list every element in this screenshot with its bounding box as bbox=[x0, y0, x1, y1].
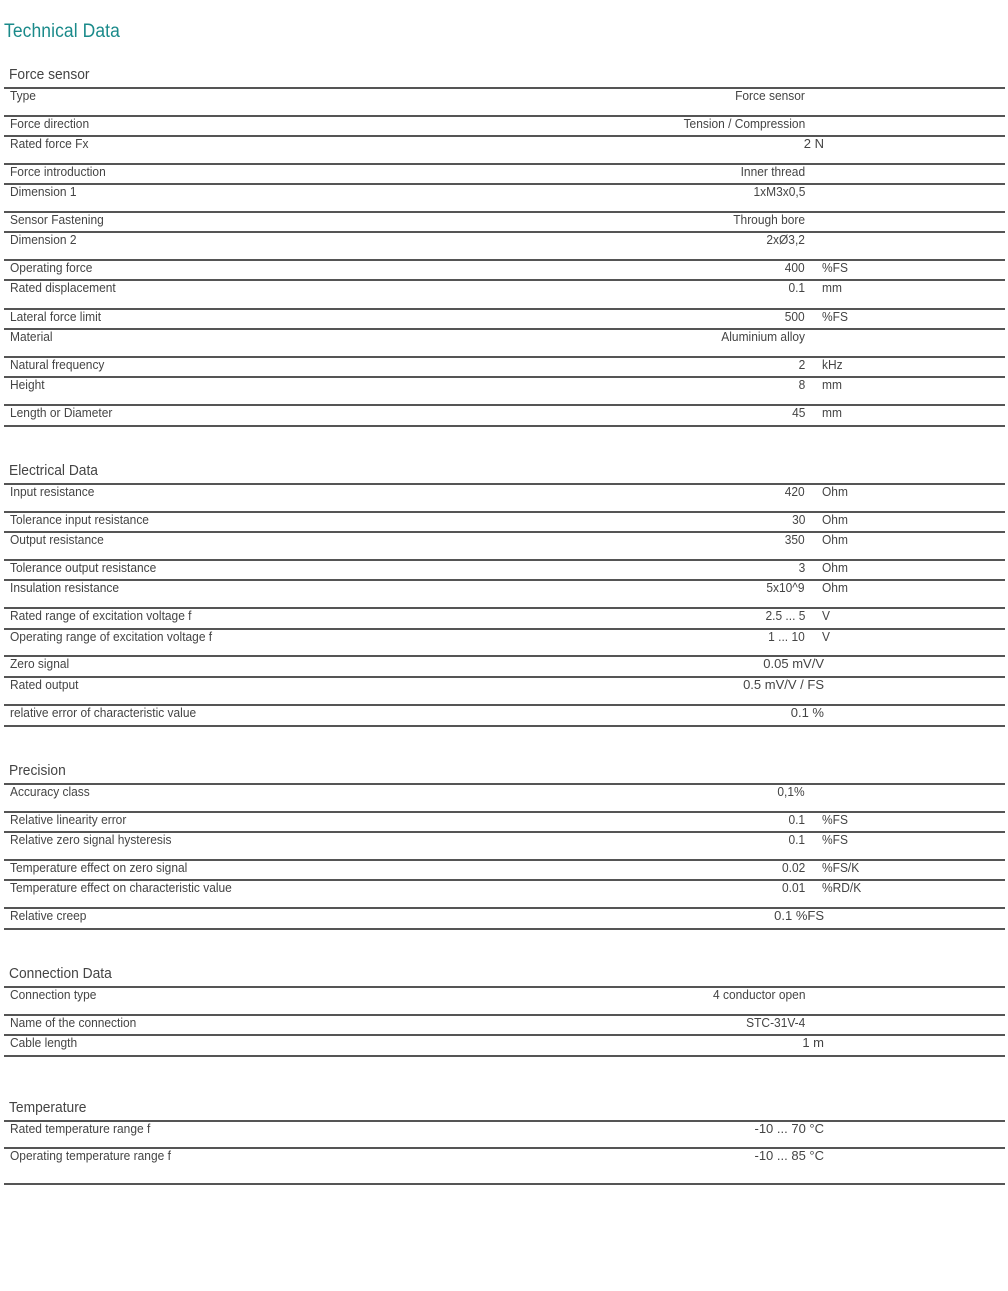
spec-value: 0.1 bbox=[788, 280, 805, 295]
spec-unit: Ohm bbox=[822, 532, 848, 547]
spec-unit: Ohm bbox=[822, 580, 848, 595]
spec-value-with-unit: -10 ... 85 °C bbox=[754, 1148, 824, 1163]
spec-value: 4 conductor open bbox=[712, 987, 805, 1002]
row-divider bbox=[4, 259, 1005, 261]
row-divider bbox=[4, 231, 1005, 233]
spec-value: 2.5 ... 5 bbox=[765, 608, 805, 623]
spec-label: Length or Diameter bbox=[10, 405, 113, 420]
spec-label: Natural frequency bbox=[10, 357, 105, 372]
spec-value: 0.01 bbox=[781, 880, 805, 895]
spec-label: Accuracy class bbox=[10, 784, 90, 799]
spec-value: Through bore bbox=[733, 212, 805, 227]
spec-value: 400 bbox=[785, 260, 805, 275]
spec-unit: mm bbox=[822, 377, 842, 392]
spec-value: 45 bbox=[791, 405, 805, 420]
spec-label: Rated force Fx bbox=[10, 136, 89, 151]
spec-label: Input resistance bbox=[10, 484, 95, 499]
spec-value: 0,1% bbox=[777, 784, 805, 799]
spec-label: Rated displacement bbox=[10, 280, 116, 295]
spec-value: Force sensor bbox=[735, 88, 805, 103]
page-title: Technical Data bbox=[4, 21, 120, 42]
spec-label: Dimension 1 bbox=[10, 184, 77, 199]
spec-label: Rated output bbox=[10, 677, 79, 692]
section-title: Connection Data bbox=[9, 965, 112, 982]
spec-value: STC-31V-4 bbox=[745, 1015, 805, 1030]
spec-unit: %FS bbox=[822, 832, 848, 847]
spec-value: 0.1 bbox=[788, 812, 805, 827]
spec-label: Temperature effect on characteristic value bbox=[10, 880, 232, 895]
row-divider bbox=[4, 115, 1005, 117]
row-divider bbox=[4, 328, 1005, 330]
row-divider bbox=[4, 404, 1005, 406]
spec-unit: %RD/K bbox=[822, 880, 862, 895]
spec-label: Cable length bbox=[10, 1035, 78, 1050]
spec-label: Zero signal bbox=[10, 656, 70, 671]
row-divider bbox=[4, 376, 1005, 378]
spec-unit: Ohm bbox=[822, 560, 848, 575]
row-divider bbox=[4, 811, 1005, 813]
spec-label: Name of the connection bbox=[10, 1015, 137, 1030]
spec-value-with-unit: 0.1 %FS bbox=[774, 908, 824, 923]
spec-unit: %FS bbox=[822, 260, 848, 275]
spec-value-with-unit: 2 N bbox=[803, 136, 824, 151]
section-title: Precision bbox=[9, 762, 66, 779]
spec-label: Type bbox=[10, 88, 36, 103]
section-title: Electrical Data bbox=[9, 462, 98, 479]
spec-label: Lateral force limit bbox=[10, 309, 102, 324]
row-divider bbox=[4, 986, 1005, 988]
row-divider bbox=[4, 308, 1005, 310]
spec-value: 1xM3x0,5 bbox=[753, 184, 805, 199]
row-divider bbox=[4, 356, 1005, 358]
row-divider bbox=[4, 183, 1005, 185]
spec-value: 500 bbox=[785, 309, 805, 324]
spec-unit: mm bbox=[822, 405, 842, 420]
row-divider bbox=[4, 279, 1005, 281]
spec-unit: %FS bbox=[822, 812, 848, 827]
section-bottom-divider bbox=[4, 928, 1005, 930]
spec-label: Relative linearity error bbox=[10, 812, 127, 827]
row-divider bbox=[4, 531, 1005, 533]
spec-label: Tolerance output resistance bbox=[10, 560, 157, 575]
spec-label: relative error of characteristic value bbox=[10, 705, 197, 720]
spec-label: Force introduction bbox=[10, 164, 106, 179]
row-divider bbox=[4, 783, 1005, 785]
spec-value-with-unit: 1 m bbox=[802, 1035, 824, 1050]
section-bottom-divider bbox=[4, 1055, 1005, 1057]
spec-unit: %FS/K bbox=[822, 860, 860, 875]
spec-label: Operating range of excitation voltage f bbox=[10, 629, 213, 644]
spec-value: 420 bbox=[785, 484, 805, 499]
spec-label: Relative creep bbox=[10, 908, 87, 923]
section-bottom-divider bbox=[4, 1183, 1005, 1185]
spec-label: Rated range of excitation voltage f bbox=[10, 608, 192, 623]
spec-unit: mm bbox=[822, 280, 842, 295]
spec-label: Connection type bbox=[10, 987, 97, 1002]
spec-value: Tension / Compression bbox=[683, 116, 805, 131]
spec-value: 350 bbox=[785, 532, 805, 547]
spec-value: 2xØ3,2 bbox=[766, 232, 805, 247]
row-divider bbox=[4, 1014, 1005, 1016]
spec-label: Sensor Fastening bbox=[10, 212, 104, 227]
spec-unit: V bbox=[822, 608, 830, 623]
spec-label: Operating force bbox=[10, 260, 93, 275]
spec-value: Inner thread bbox=[740, 164, 805, 179]
spec-unit: Ohm bbox=[822, 484, 848, 499]
row-divider bbox=[4, 163, 1005, 165]
spec-value: 3 bbox=[798, 560, 805, 575]
spec-value: 0.02 bbox=[781, 860, 805, 875]
spec-value: 0.1 bbox=[788, 832, 805, 847]
row-divider bbox=[4, 211, 1005, 213]
spec-value: 2 bbox=[798, 357, 805, 372]
spec-value: 8 bbox=[798, 377, 805, 392]
spec-unit: kHz bbox=[822, 357, 843, 372]
spec-label: Material bbox=[10, 329, 53, 344]
section-title: Temperature bbox=[9, 1099, 87, 1116]
spec-value: Aluminium alloy bbox=[721, 329, 805, 344]
spec-value-with-unit: 0.1 % bbox=[790, 705, 824, 720]
row-divider bbox=[4, 579, 1005, 581]
row-divider bbox=[4, 87, 1005, 89]
spec-unit: V bbox=[822, 629, 830, 644]
section-title: Force sensor bbox=[9, 66, 90, 83]
spec-label: Output resistance bbox=[10, 532, 104, 547]
spec-value: 5x10^9 bbox=[766, 580, 805, 595]
spec-label: Height bbox=[10, 377, 45, 392]
section-bottom-divider bbox=[4, 425, 1005, 427]
spec-unit: %FS bbox=[822, 309, 848, 324]
row-divider bbox=[4, 511, 1005, 513]
spec-label: Rated temperature range f bbox=[10, 1121, 151, 1136]
spec-value-with-unit: -10 ... 70 °C bbox=[754, 1121, 824, 1136]
spec-label: Temperature effect on zero signal bbox=[10, 860, 188, 875]
spec-label: Dimension 2 bbox=[10, 232, 77, 247]
spec-value: 30 bbox=[791, 512, 805, 527]
spec-unit: Ohm bbox=[822, 512, 848, 527]
row-divider bbox=[4, 483, 1005, 485]
spec-label: Operating temperature range f bbox=[10, 1148, 171, 1163]
spec-label: Relative zero signal hysteresis bbox=[10, 832, 172, 847]
spec-label: Insulation resistance bbox=[10, 580, 120, 595]
spec-value-with-unit: 0.5 mV/V / FS bbox=[743, 677, 824, 692]
spec-label: Force direction bbox=[10, 116, 90, 131]
spec-value-with-unit: 0.05 mV/V bbox=[763, 656, 824, 671]
section-bottom-divider bbox=[4, 725, 1005, 727]
spec-label: Tolerance input resistance bbox=[10, 512, 149, 527]
spec-value: 1 ... 10 bbox=[768, 629, 805, 644]
